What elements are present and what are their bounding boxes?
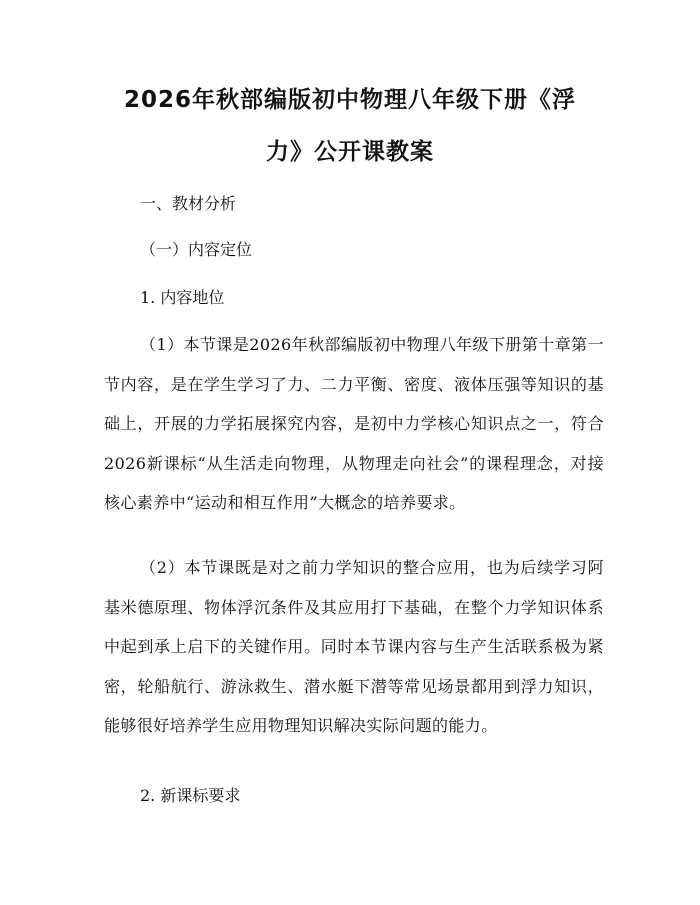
subsection-heading-content-positioning: （一）内容定位 — [140, 240, 253, 259]
section-heading-textbook-analysis: 一、教材分析 — [140, 194, 237, 213]
document-title-line-1: 2026年秋部编版初中物理八年级下册《浮 — [123, 87, 576, 113]
document-title-line-2: 力》公开课教案 — [266, 139, 434, 165]
item-heading-content-status: 1. 内容地位 — [140, 288, 225, 307]
paragraph-content-status-1: （1）本节课是2026年秋部编版初中物理八年级下册第十章第一节内容，是在学生学习了力、二力平衡、密度、液体压强等知识的基础上，开展的力学拓展探究内容，是初中力学核心知识点之一，符合2026新课标“从生活走向物理，从物理走向社会”的课程理念，对接核心素养中“运动和相互作用”大概念的培养要求。 — [104, 335, 604, 512]
item-heading-new-curriculum-requirements: 2. 新课标要求 — [140, 786, 241, 805]
paragraph-content-status-2: （2）本节课既是对之前力学知识的整合应用，也为后续学习阿基米德原理、物体浮沉条件及其应用打下基础，在整个力学知识体系中起到承上启下的关键作用。同时本节课内容与生产生活联系极为紧密，轮船航行、游泳救生、潜水艇下潜等常见场景都用到浮力知识，能够很好培养学生应用物理知识解决实际问题的能力。 — [104, 558, 604, 735]
